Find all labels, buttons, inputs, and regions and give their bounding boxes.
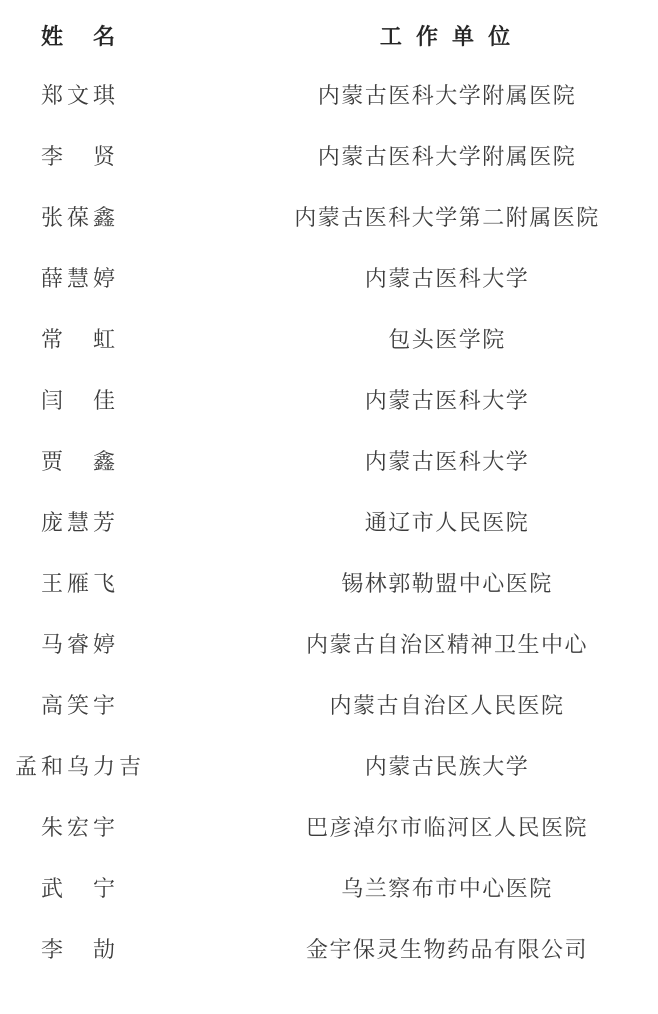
name-cell: 孟和乌力吉: [14, 754, 145, 779]
table-row: [0, 64, 658, 125]
unit-column-header: 工 作 单 位: [379, 23, 515, 49]
unit-cell: 通辽市人民医院: [364, 510, 530, 535]
unit-cell: 乌兰察布市中心医院: [341, 876, 553, 901]
unit-cell: 内蒙古医科大学: [364, 449, 530, 474]
table-row: [0, 918, 658, 979]
name-cell: 常 虹: [40, 327, 119, 352]
table-row: [0, 491, 658, 552]
name-cell: 李 贤: [40, 144, 119, 169]
table-row: [0, 735, 658, 796]
table-row: [0, 674, 658, 735]
unit-cell: 金宇保灵生物药品有限公司: [305, 937, 588, 962]
name-cell: 庞慧芳: [40, 510, 119, 535]
table-row: [0, 857, 658, 918]
name-cell: 贾 鑫: [40, 449, 119, 474]
table-header-row: [0, 6, 658, 64]
name-cell: 李 劼: [40, 937, 119, 962]
name-cell: 王雁飞: [40, 571, 119, 596]
table-row: [0, 796, 658, 857]
table-row: [0, 613, 658, 674]
name-cell: 薛慧婷: [40, 266, 119, 291]
name-cell: 高笑宇: [40, 693, 119, 718]
table-row: [0, 369, 658, 430]
table-row: [0, 125, 658, 186]
unit-cell: 内蒙古医科大学附属医院: [317, 144, 577, 169]
unit-cell: 内蒙古医科大学: [364, 388, 530, 413]
name-cell: 马睿婷: [40, 632, 119, 657]
table-row: [0, 308, 658, 369]
unit-cell: 内蒙古医科大学: [364, 266, 530, 291]
name-cell: 武 宁: [40, 876, 119, 901]
unit-cell: 内蒙古自治区人民医院: [329, 693, 565, 718]
name-cell: 郑文琪: [40, 83, 119, 108]
table-row: [0, 186, 658, 247]
table-row: [0, 247, 658, 308]
name-cell: 张葆鑫: [40, 205, 119, 230]
unit-cell: 锡林郭勒盟中心医院: [341, 571, 553, 596]
name-column-header: 姓 名: [40, 23, 119, 49]
name-cell: 朱宏宇: [40, 815, 119, 840]
unit-cell: 内蒙古自治区精神卫生中心: [305, 632, 588, 657]
name-cell: 闫 佳: [40, 388, 119, 413]
unit-cell: 内蒙古医科大学附属医院: [317, 83, 577, 108]
unit-cell: 内蒙古民族大学: [364, 754, 530, 779]
table-row: [0, 552, 658, 613]
unit-cell: 内蒙古医科大学第二附属医院: [294, 205, 600, 230]
table-row: [0, 430, 658, 491]
unit-cell: 包头医学院: [388, 327, 506, 352]
unit-cell: 巴彦淖尔市临河区人民医院: [305, 815, 588, 840]
